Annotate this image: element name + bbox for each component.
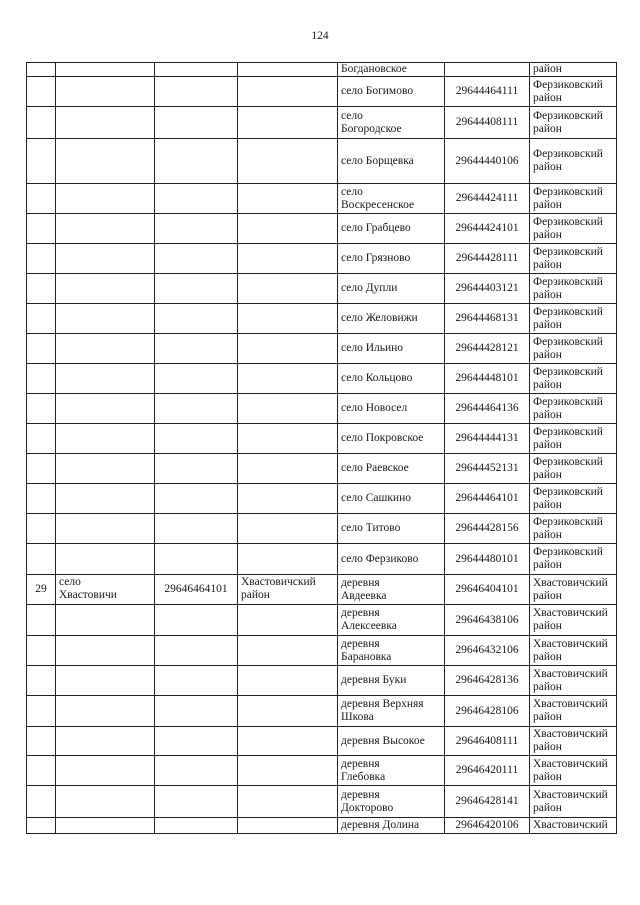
district-cell bbox=[238, 696, 338, 727]
district-text: Хвастовичский район bbox=[241, 576, 316, 601]
settlement-code-cell bbox=[155, 77, 238, 107]
locality-district-cell bbox=[530, 727, 617, 756]
locality-code-text: 29646432106 bbox=[455, 644, 519, 656]
locality-district-cell bbox=[530, 756, 617, 786]
row-number-cell bbox=[26, 636, 56, 666]
locality-district-text: Хвастовичский bbox=[533, 819, 608, 831]
locality-code-text: 29644403121 bbox=[455, 282, 519, 294]
district-cell bbox=[238, 139, 338, 184]
locality-cell bbox=[338, 818, 445, 834]
locality-code-text: 29644428156 bbox=[455, 522, 519, 534]
locality-text: село Грабцево bbox=[341, 222, 411, 234]
row-number-cell bbox=[26, 77, 56, 107]
settlement-cell bbox=[56, 666, 155, 696]
locality-district-cell bbox=[530, 364, 617, 394]
settlement-code-cell bbox=[155, 244, 238, 274]
locality-cell bbox=[338, 424, 445, 454]
locality-text: деревня Долина bbox=[341, 819, 420, 831]
locality-text: деревня Глебовка bbox=[341, 757, 386, 783]
locality-code-cell bbox=[445, 424, 530, 454]
locality-cell bbox=[338, 544, 445, 575]
locality-code-cell bbox=[445, 214, 530, 244]
locality-district-text: Ферзиковский район bbox=[533, 455, 603, 481]
district-cell bbox=[238, 756, 338, 786]
locality-cell bbox=[338, 394, 445, 424]
locality-code-text: 29644408111 bbox=[455, 116, 519, 128]
settlement-code-cell bbox=[155, 727, 238, 756]
locality-code-cell bbox=[445, 139, 530, 184]
locality-district-cell bbox=[530, 77, 617, 107]
settlement-code-cell bbox=[155, 484, 238, 514]
locality-district-text: Ферзиковский район bbox=[533, 185, 603, 211]
settlement-cell bbox=[56, 77, 155, 107]
locality-code-text: 29646428141 bbox=[455, 795, 519, 807]
district-cell bbox=[238, 184, 338, 214]
locality-code-text: 29644464111 bbox=[455, 85, 519, 97]
row-number-cell bbox=[26, 62, 56, 77]
settlement-code-cell bbox=[155, 818, 238, 834]
locality-cell bbox=[338, 696, 445, 727]
district-cell bbox=[238, 484, 338, 514]
locality-code-cell bbox=[445, 696, 530, 727]
district-cell bbox=[238, 77, 338, 107]
settlement-cell bbox=[56, 274, 155, 304]
locality-text: деревня Авдеевка bbox=[341, 576, 387, 602]
row-number-cell bbox=[26, 544, 56, 575]
district-cell bbox=[238, 364, 338, 394]
locality-cell bbox=[338, 605, 445, 636]
locality-text: деревня Буки bbox=[341, 674, 407, 686]
settlement-cell bbox=[56, 786, 155, 818]
settlement-cell bbox=[56, 304, 155, 334]
locality-district-cell bbox=[530, 107, 617, 139]
district-cell bbox=[238, 274, 338, 304]
locality-cell bbox=[338, 636, 445, 666]
locality-code-cell bbox=[445, 636, 530, 666]
district-cell bbox=[238, 62, 338, 77]
locality-code-text: 29644428111 bbox=[455, 252, 519, 264]
locality-district-cell bbox=[530, 514, 617, 544]
locality-cell bbox=[338, 786, 445, 818]
locality-district-text: Ферзиковский район bbox=[533, 78, 603, 104]
settlement-cell bbox=[56, 364, 155, 394]
locality-district-cell bbox=[530, 818, 617, 834]
locality-district-cell bbox=[530, 62, 617, 77]
district-cell bbox=[238, 214, 338, 244]
settlement-code-cell bbox=[155, 334, 238, 364]
settlement-code-cell bbox=[155, 394, 238, 424]
locality-text: деревня Верхняя Шкова bbox=[341, 698, 424, 723]
locality-cell bbox=[338, 484, 445, 514]
locality-code-text: 29646420106 bbox=[455, 819, 519, 831]
row-number-cell bbox=[26, 424, 56, 454]
locality-district-text: Ферзиковский район bbox=[533, 395, 603, 421]
settlement-cell bbox=[56, 184, 155, 214]
settlement-cell bbox=[56, 696, 155, 727]
locality-code-text: 29644480101 bbox=[455, 552, 519, 565]
locality-cell bbox=[338, 274, 445, 304]
settlement-code-cell bbox=[155, 756, 238, 786]
locality-code-cell bbox=[445, 107, 530, 139]
row-number-cell bbox=[26, 244, 56, 274]
settlement-cell bbox=[56, 514, 155, 544]
locality-code-cell bbox=[445, 756, 530, 786]
locality-cell bbox=[338, 666, 445, 696]
locality-code-text: 29646408111 bbox=[455, 734, 519, 747]
locality-text: село Ильино bbox=[341, 342, 404, 354]
locality-district-text: Ферзиковский район bbox=[533, 425, 603, 451]
settlement-code-cell bbox=[155, 107, 238, 139]
row-number-cell bbox=[26, 454, 56, 484]
settlement-code-text: 29646464101 bbox=[164, 583, 228, 595]
locality-district-text: Хвастовичский район bbox=[533, 667, 608, 693]
locality-cell bbox=[338, 454, 445, 484]
settlement-cell bbox=[56, 818, 155, 834]
locality-code-text: 29646428136 bbox=[455, 674, 519, 686]
settlement-cell bbox=[56, 575, 155, 605]
locality-code-cell bbox=[445, 184, 530, 214]
locality-district-text: Ферзиковский район bbox=[533, 365, 603, 391]
locality-text: деревня Докторово bbox=[341, 788, 394, 814]
locality-district-text: Ферзиковский район bbox=[533, 515, 603, 541]
locality-district-text: Ферзиковский район bbox=[533, 245, 603, 271]
locality-code-text: 29646428106 bbox=[455, 704, 519, 717]
settlement-code-cell bbox=[155, 304, 238, 334]
locality-code-text: 29644428121 bbox=[455, 342, 519, 354]
locality-code-text: 29646404101 bbox=[455, 583, 519, 595]
locality-district-text: Хвастовичский район bbox=[533, 698, 608, 723]
district-cell bbox=[238, 786, 338, 818]
settlement-cell bbox=[56, 62, 155, 77]
settlement-code-cell bbox=[155, 214, 238, 244]
settlement-cell bbox=[56, 394, 155, 424]
locality-district-text: Ферзиковский район bbox=[533, 485, 603, 511]
settlement-cell bbox=[56, 139, 155, 184]
locality-code-cell bbox=[445, 304, 530, 334]
settlement-code-cell bbox=[155, 696, 238, 727]
row-number-cell bbox=[26, 818, 56, 834]
settlement-code-cell bbox=[155, 62, 238, 77]
locality-district-cell bbox=[530, 666, 617, 696]
settlement-code-cell bbox=[155, 424, 238, 454]
row-number-cell bbox=[26, 696, 56, 727]
locality-district-cell bbox=[530, 334, 617, 364]
locality-text: село Кольцово bbox=[341, 372, 413, 384]
settlement-cell bbox=[56, 756, 155, 786]
settlement-code-cell bbox=[155, 575, 238, 605]
locality-text: село Богородское bbox=[341, 109, 402, 135]
row-number-cell bbox=[26, 274, 56, 304]
locality-district-cell bbox=[530, 544, 617, 575]
district-cell bbox=[238, 424, 338, 454]
locality-code-cell bbox=[445, 364, 530, 394]
locality-district-text: Ферзиковский район bbox=[533, 305, 603, 331]
row-number-cell bbox=[26, 575, 56, 605]
locality-code-text: 29644448101 bbox=[455, 372, 519, 384]
locality-cell bbox=[338, 304, 445, 334]
locality-district-cell bbox=[530, 575, 617, 605]
row-number-text: 29 bbox=[35, 583, 47, 595]
district-cell bbox=[238, 727, 338, 756]
locality-district-cell bbox=[530, 184, 617, 214]
settlement-text: село Хвастовичи bbox=[59, 576, 117, 601]
locality-cell bbox=[338, 334, 445, 364]
row-number-cell bbox=[26, 107, 56, 139]
locality-text: село Богимово bbox=[341, 85, 414, 97]
locality-district-text: Хвастовичский район bbox=[533, 637, 608, 663]
settlement-cell bbox=[56, 424, 155, 454]
locality-cell bbox=[338, 214, 445, 244]
locality-district-cell bbox=[530, 786, 617, 818]
row-number-cell bbox=[26, 214, 56, 244]
locality-code-cell bbox=[445, 334, 530, 364]
locality-text: село Ферзиково bbox=[341, 552, 419, 565]
settlement-code-cell bbox=[155, 544, 238, 575]
settlement-cell bbox=[56, 544, 155, 575]
locality-code-cell bbox=[445, 394, 530, 424]
settlement-code-cell bbox=[155, 786, 238, 818]
row-number-cell bbox=[26, 666, 56, 696]
locality-district-cell bbox=[530, 139, 617, 184]
locality-code-cell bbox=[445, 244, 530, 274]
locality-district-text: Хвастовичский район bbox=[533, 728, 608, 753]
locality-district-text: Хвастовичский район bbox=[533, 576, 608, 602]
locality-text: село Дупли bbox=[341, 282, 398, 294]
settlement-cell bbox=[56, 214, 155, 244]
row-number-cell bbox=[26, 364, 56, 394]
settlement-cell bbox=[56, 244, 155, 274]
locality-text: село Желовижи bbox=[341, 312, 418, 324]
district-cell bbox=[238, 544, 338, 575]
locality-text: Богдановское bbox=[341, 63, 407, 75]
district-cell bbox=[238, 304, 338, 334]
locality-code-text: 29644424101 bbox=[455, 222, 519, 234]
locality-code-cell bbox=[445, 605, 530, 636]
locality-cell bbox=[338, 62, 445, 77]
locality-text: село Титово bbox=[341, 522, 401, 534]
locality-code-cell bbox=[445, 514, 530, 544]
locality-district-cell bbox=[530, 484, 617, 514]
locality-text: село Грязново bbox=[341, 252, 411, 264]
locality-text: деревня Алексеевка bbox=[341, 607, 397, 632]
locality-cell bbox=[338, 107, 445, 139]
row-number-cell bbox=[26, 514, 56, 544]
settlement-cell bbox=[56, 636, 155, 666]
district-cell bbox=[238, 514, 338, 544]
district-cell bbox=[238, 334, 338, 364]
locality-text: село Новосел bbox=[341, 402, 408, 414]
row-number-cell bbox=[26, 727, 56, 756]
row-number-cell bbox=[26, 786, 56, 818]
locality-code-cell bbox=[445, 818, 530, 834]
locality-district-text: Хвастовичский район bbox=[533, 788, 608, 814]
locality-code-text: 29644440106 bbox=[455, 154, 519, 167]
settlement-code-cell bbox=[155, 514, 238, 544]
district-cell bbox=[238, 666, 338, 696]
row-number-cell bbox=[26, 605, 56, 636]
locality-code-cell bbox=[445, 77, 530, 107]
locality-district-cell bbox=[530, 304, 617, 334]
locality-district-text: Ферзиковский район bbox=[533, 109, 603, 135]
district-cell bbox=[238, 454, 338, 484]
locality-code-cell bbox=[445, 484, 530, 514]
settlement-code-cell bbox=[155, 139, 238, 184]
locality-district-cell bbox=[530, 394, 617, 424]
row-number-cell bbox=[26, 184, 56, 214]
locality-text: село Борщевка bbox=[341, 154, 414, 167]
locality-district-cell bbox=[530, 214, 617, 244]
locality-code-text: 29646438106 bbox=[455, 613, 519, 626]
locality-district-text: район bbox=[533, 63, 562, 75]
settlement-code-cell bbox=[155, 364, 238, 394]
locality-district-cell bbox=[530, 696, 617, 727]
row-number-cell bbox=[26, 139, 56, 184]
locality-code-cell bbox=[445, 454, 530, 484]
locality-district-cell bbox=[530, 454, 617, 484]
settlement-cell bbox=[56, 334, 155, 364]
district-cell bbox=[238, 818, 338, 834]
locality-code-text: 29644424111 bbox=[455, 192, 519, 204]
settlement-code-cell bbox=[155, 605, 238, 636]
locality-cell bbox=[338, 756, 445, 786]
locality-district-text: Хвастовичский район bbox=[533, 757, 608, 783]
locality-district-cell bbox=[530, 244, 617, 274]
locality-district-text: Ферзиковский район bbox=[533, 275, 603, 301]
district-cell bbox=[238, 575, 338, 605]
locality-code-cell bbox=[445, 786, 530, 818]
locality-district-cell bbox=[530, 636, 617, 666]
locality-cell bbox=[338, 77, 445, 107]
locality-code-text: 29644464136 bbox=[455, 402, 519, 414]
locality-code-text: 29644444131 bbox=[455, 432, 519, 444]
locality-text: село Раевское bbox=[341, 462, 409, 474]
district-cell bbox=[238, 605, 338, 636]
locality-cell bbox=[338, 244, 445, 274]
settlement-cell bbox=[56, 107, 155, 139]
settlement-code-cell bbox=[155, 636, 238, 666]
row-number-cell bbox=[26, 304, 56, 334]
locality-text: село Покровское bbox=[341, 432, 424, 444]
locality-text: село Сашкино bbox=[341, 492, 411, 504]
locality-cell bbox=[338, 364, 445, 394]
locality-code-cell bbox=[445, 62, 530, 77]
locality-code-text: 29646420111 bbox=[455, 764, 519, 776]
locality-code-cell bbox=[445, 274, 530, 304]
locality-district-cell bbox=[530, 605, 617, 636]
locality-text: деревня Высокое bbox=[341, 734, 425, 747]
district-cell bbox=[238, 107, 338, 139]
locality-code-cell bbox=[445, 575, 530, 605]
page-number: 124 bbox=[311, 30, 329, 42]
locality-code-cell bbox=[445, 666, 530, 696]
locality-district-text: Ферзиковский район bbox=[533, 215, 603, 241]
locality-district-cell bbox=[530, 424, 617, 454]
row-number-cell bbox=[26, 484, 56, 514]
settlement-cell bbox=[56, 484, 155, 514]
settlement-code-cell bbox=[155, 184, 238, 214]
settlement-cell bbox=[56, 727, 155, 756]
locality-code-cell bbox=[445, 727, 530, 756]
locality-code-text: 29644452131 bbox=[455, 462, 519, 474]
district-cell bbox=[238, 394, 338, 424]
locality-district-text: Ферзиковский район bbox=[533, 335, 603, 361]
row-number-cell bbox=[26, 394, 56, 424]
locality-cell bbox=[338, 575, 445, 605]
district-cell bbox=[238, 244, 338, 274]
locality-district-text: Ферзиковский район bbox=[533, 546, 603, 571]
locality-text: деревня Барановка bbox=[341, 637, 392, 663]
locality-district-cell bbox=[530, 274, 617, 304]
locality-district-text: Хвастовичский район bbox=[533, 607, 608, 632]
settlement-code-cell bbox=[155, 454, 238, 484]
row-number-cell bbox=[26, 334, 56, 364]
settlement-code-cell bbox=[155, 666, 238, 696]
locality-code-text: 29644464101 bbox=[455, 492, 519, 504]
settlement-cell bbox=[56, 605, 155, 636]
locality-code-cell bbox=[445, 544, 530, 575]
settlement-cell bbox=[56, 454, 155, 484]
locality-text: село Воскресенское bbox=[341, 185, 415, 211]
locality-code-text: 29644468131 bbox=[455, 312, 519, 324]
settlement-code-cell bbox=[155, 274, 238, 304]
locality-cell bbox=[338, 514, 445, 544]
locality-district-text: Ферзиковский район bbox=[533, 148, 603, 173]
locality-cell bbox=[338, 139, 445, 184]
district-cell bbox=[238, 636, 338, 666]
row-number-cell bbox=[26, 756, 56, 786]
locality-cell bbox=[338, 184, 445, 214]
locality-cell bbox=[338, 727, 445, 756]
